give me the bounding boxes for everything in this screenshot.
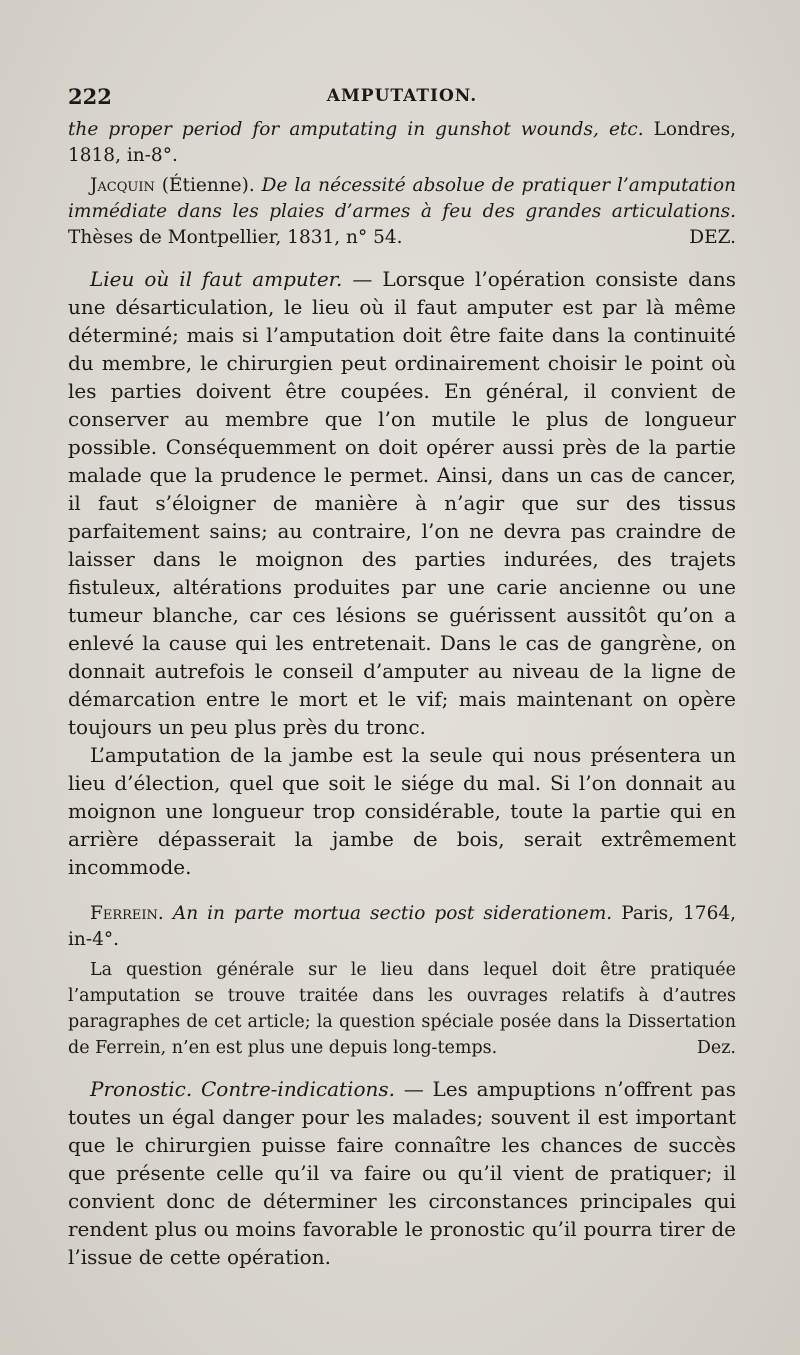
page-body <box>68 117 736 1271</box>
paragraph-text: — Lorsque l’opération consiste dans une désarticulation, le lieu où il faut amputer est par là même déterminé; mais si l’amputation doit être faite dans la continuité du membre, le chirurgien peut ordinairement choisir le point où les parties doivent être coupées. En général, il convient de conserver au membre que l’on mutile le plus de longueur possible. Conséquemment on doit opérer aussi près de la partie malade que la prudence le permet. Ainsi, dans un cas de cancer, il faut s’éloigner de manière à n’agir que sur des tissus parfaitement sains; au contraire, l’on ne devra pas craindre de laisser dans le moignon des parties indurées, des trajets fistuleux, altérations produites par une carie ancienne ou une tumeur blanche, car ces lésions se guérissent aussitôt qu’on a enlevé la cause qui les entretenait. Dans le cas de gangrène, on donnait autrefois le conseil d’amputer au niveau de la ligne de démarcation entre le mort et le vif; mais maintenant on opère toujours un peu plus près du tronc. <box>68 267 736 739</box>
work-title: the proper period for amputating in gunshot wounds, etc. <box>68 119 644 140</box>
section-heading: Lieu où il faut amputer. <box>90 267 343 291</box>
note-signature: Dez. <box>696 1038 736 1058</box>
author-signature: DEZ. <box>689 227 736 248</box>
work-title: An in parte mortua sectio post siderationem. <box>163 903 613 924</box>
section-heading: Pronostic. Contre-indications. <box>90 1077 395 1101</box>
page-header <box>68 84 736 114</box>
publication-details: Thèses de Montpellier, 1831, n° 54. <box>68 227 403 248</box>
bibliography-entry-continued <box>68 117 736 169</box>
author-name: Ferrein. <box>90 903 164 924</box>
page-number: 222 <box>68 84 112 109</box>
note-text: La question générale sur le lieu dans lequel doit être pratiquée l’amputation se trouve traitée dans les ouvrages relatifs à d’autres paragraphes de cet article; la question spéciale posée dans la Dissertation de Ferrein, n’en est plus une depuis long-temps. <box>68 960 736 1058</box>
author-given-name: (Étienne). <box>154 175 262 196</box>
bibliography-entry-ferrein <box>68 901 736 953</box>
editorial-note <box>68 957 736 1061</box>
paragraph-lieu <box>68 265 736 741</box>
running-title: AMPUTATION. <box>326 86 478 106</box>
publication-details: Paris, 1764, in-4°. <box>68 903 736 950</box>
paragraph-text: — Les ampuptions n’offrent pas toutes un égal danger pour les malades; souvent il est important que le chirurgien puisse faire connaître les chances de succès que présente celle qu’il va faire ou qu’il vient de pratiquer; il convient donc de déterminer les circonstances principales qui rendent plus ou moins favorable le pronostic qu’il pourra tirer de l’issue de cette opération. <box>68 1077 736 1269</box>
author-name: Jacquin <box>90 175 155 196</box>
publication-details: Londres, 1818, in-8°. <box>68 119 736 166</box>
paragraph-jambe: L’amputation de la jambe est la seule qui nous présentera un lieu d’élection, quel que soit le siége du mal. Si l’on donnait au moignon une longueur trop considérable, toute la partie qui en arrière dépasserait la jambe de bois, serait extrêmement incommode. <box>68 743 736 879</box>
work-title: De la nécessité absolue de pratiquer l’amputation immédiate dans les plaies d’armes à feu des grandes articulations. <box>68 175 736 222</box>
bibliography-entry-jacquin <box>68 173 736 251</box>
paragraph-pronostic <box>68 1075 736 1271</box>
